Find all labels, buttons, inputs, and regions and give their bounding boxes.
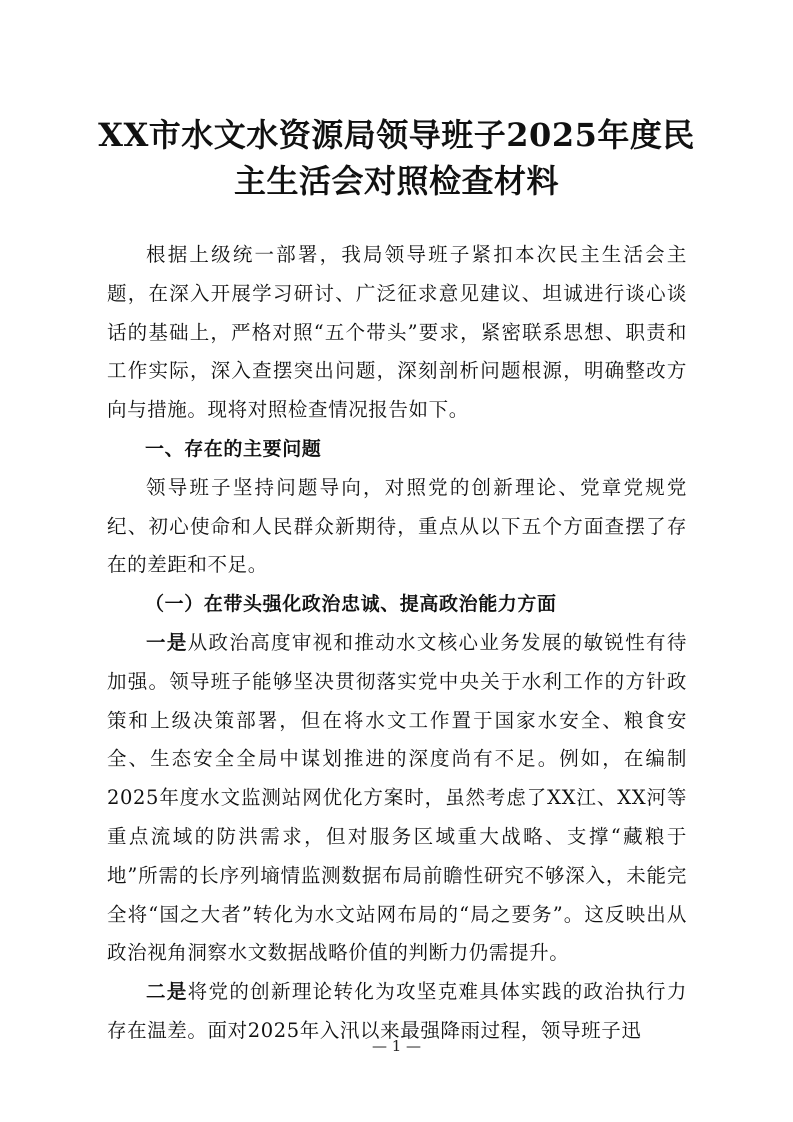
- document-body: [107, 236, 687, 1051]
- point-2-text: 将党的创新理论转化为攻坚克难具体实践的政治执行力存在温差。面对2025年入汛以来最强降雨过程，领导班子迅: [107, 980, 687, 1042]
- point-1-paragraph: [107, 624, 687, 973]
- title-line-2: 主生活会对照检查材料: [233, 162, 559, 200]
- point-1-lead: 一是: [146, 630, 188, 654]
- page-number: — 1 —: [371, 1037, 422, 1055]
- intro-paragraph: 根据上级统一部署，我局领导班子紧扣本次民主生活会主题，在深入开展学习研讨、广泛征求意见建议、坦诚进行谈心谈话的基础上，严格对照“五个带头”要求，紧密联系思想、职责和工作实际，深入查摆突出问题，深刻剖析问题根源，明确整改方向与措施。现将对照检查情况报告如下。: [107, 243, 687, 422]
- point-1-text: 从政治高度审视和推动水文核心业务发展的敏锐性有待加强。领导班子能够坚决贯彻落实党中央关于水利工作的方针政策和上级决策部署，但在将水文工作置于国家水安全、粮食安全、生态安全全局中谋划推进的深度尚有不足。例如，在编制2025年度水文监测站网优化方案时，虽然考虑了XX江、XX河等重点流域的防洪需求，但对服务区域重大战略、支撑“藏粮于地”所需的长序列墒情监测数据布局前瞻性研究不够深入，未能完全将“国之大者”转化为水文站网布局的“局之要务”。这反映出从政治视角洞察水文数据战略价值的判断力仍需提升。: [107, 630, 687, 965]
- document-title: [96, 112, 697, 204]
- section-1-heading: 一、存在的主要问题: [145, 437, 322, 460]
- section-1-intro-paragraph: 领导班子坚持问题导向，对照党的创新理论、党章党规党纪、初心使命和人民群众新期待，重点从以下五个方面查摆了存在的差距和不足。: [107, 475, 687, 577]
- subsection-1-heading: （一）在带头强化政治忠诚、提高政治能力方面: [145, 593, 557, 616]
- point-2-lead: 二是: [146, 980, 188, 1004]
- title-line-1: XX市水文水资源局领导班子2025年度民: [98, 116, 695, 154]
